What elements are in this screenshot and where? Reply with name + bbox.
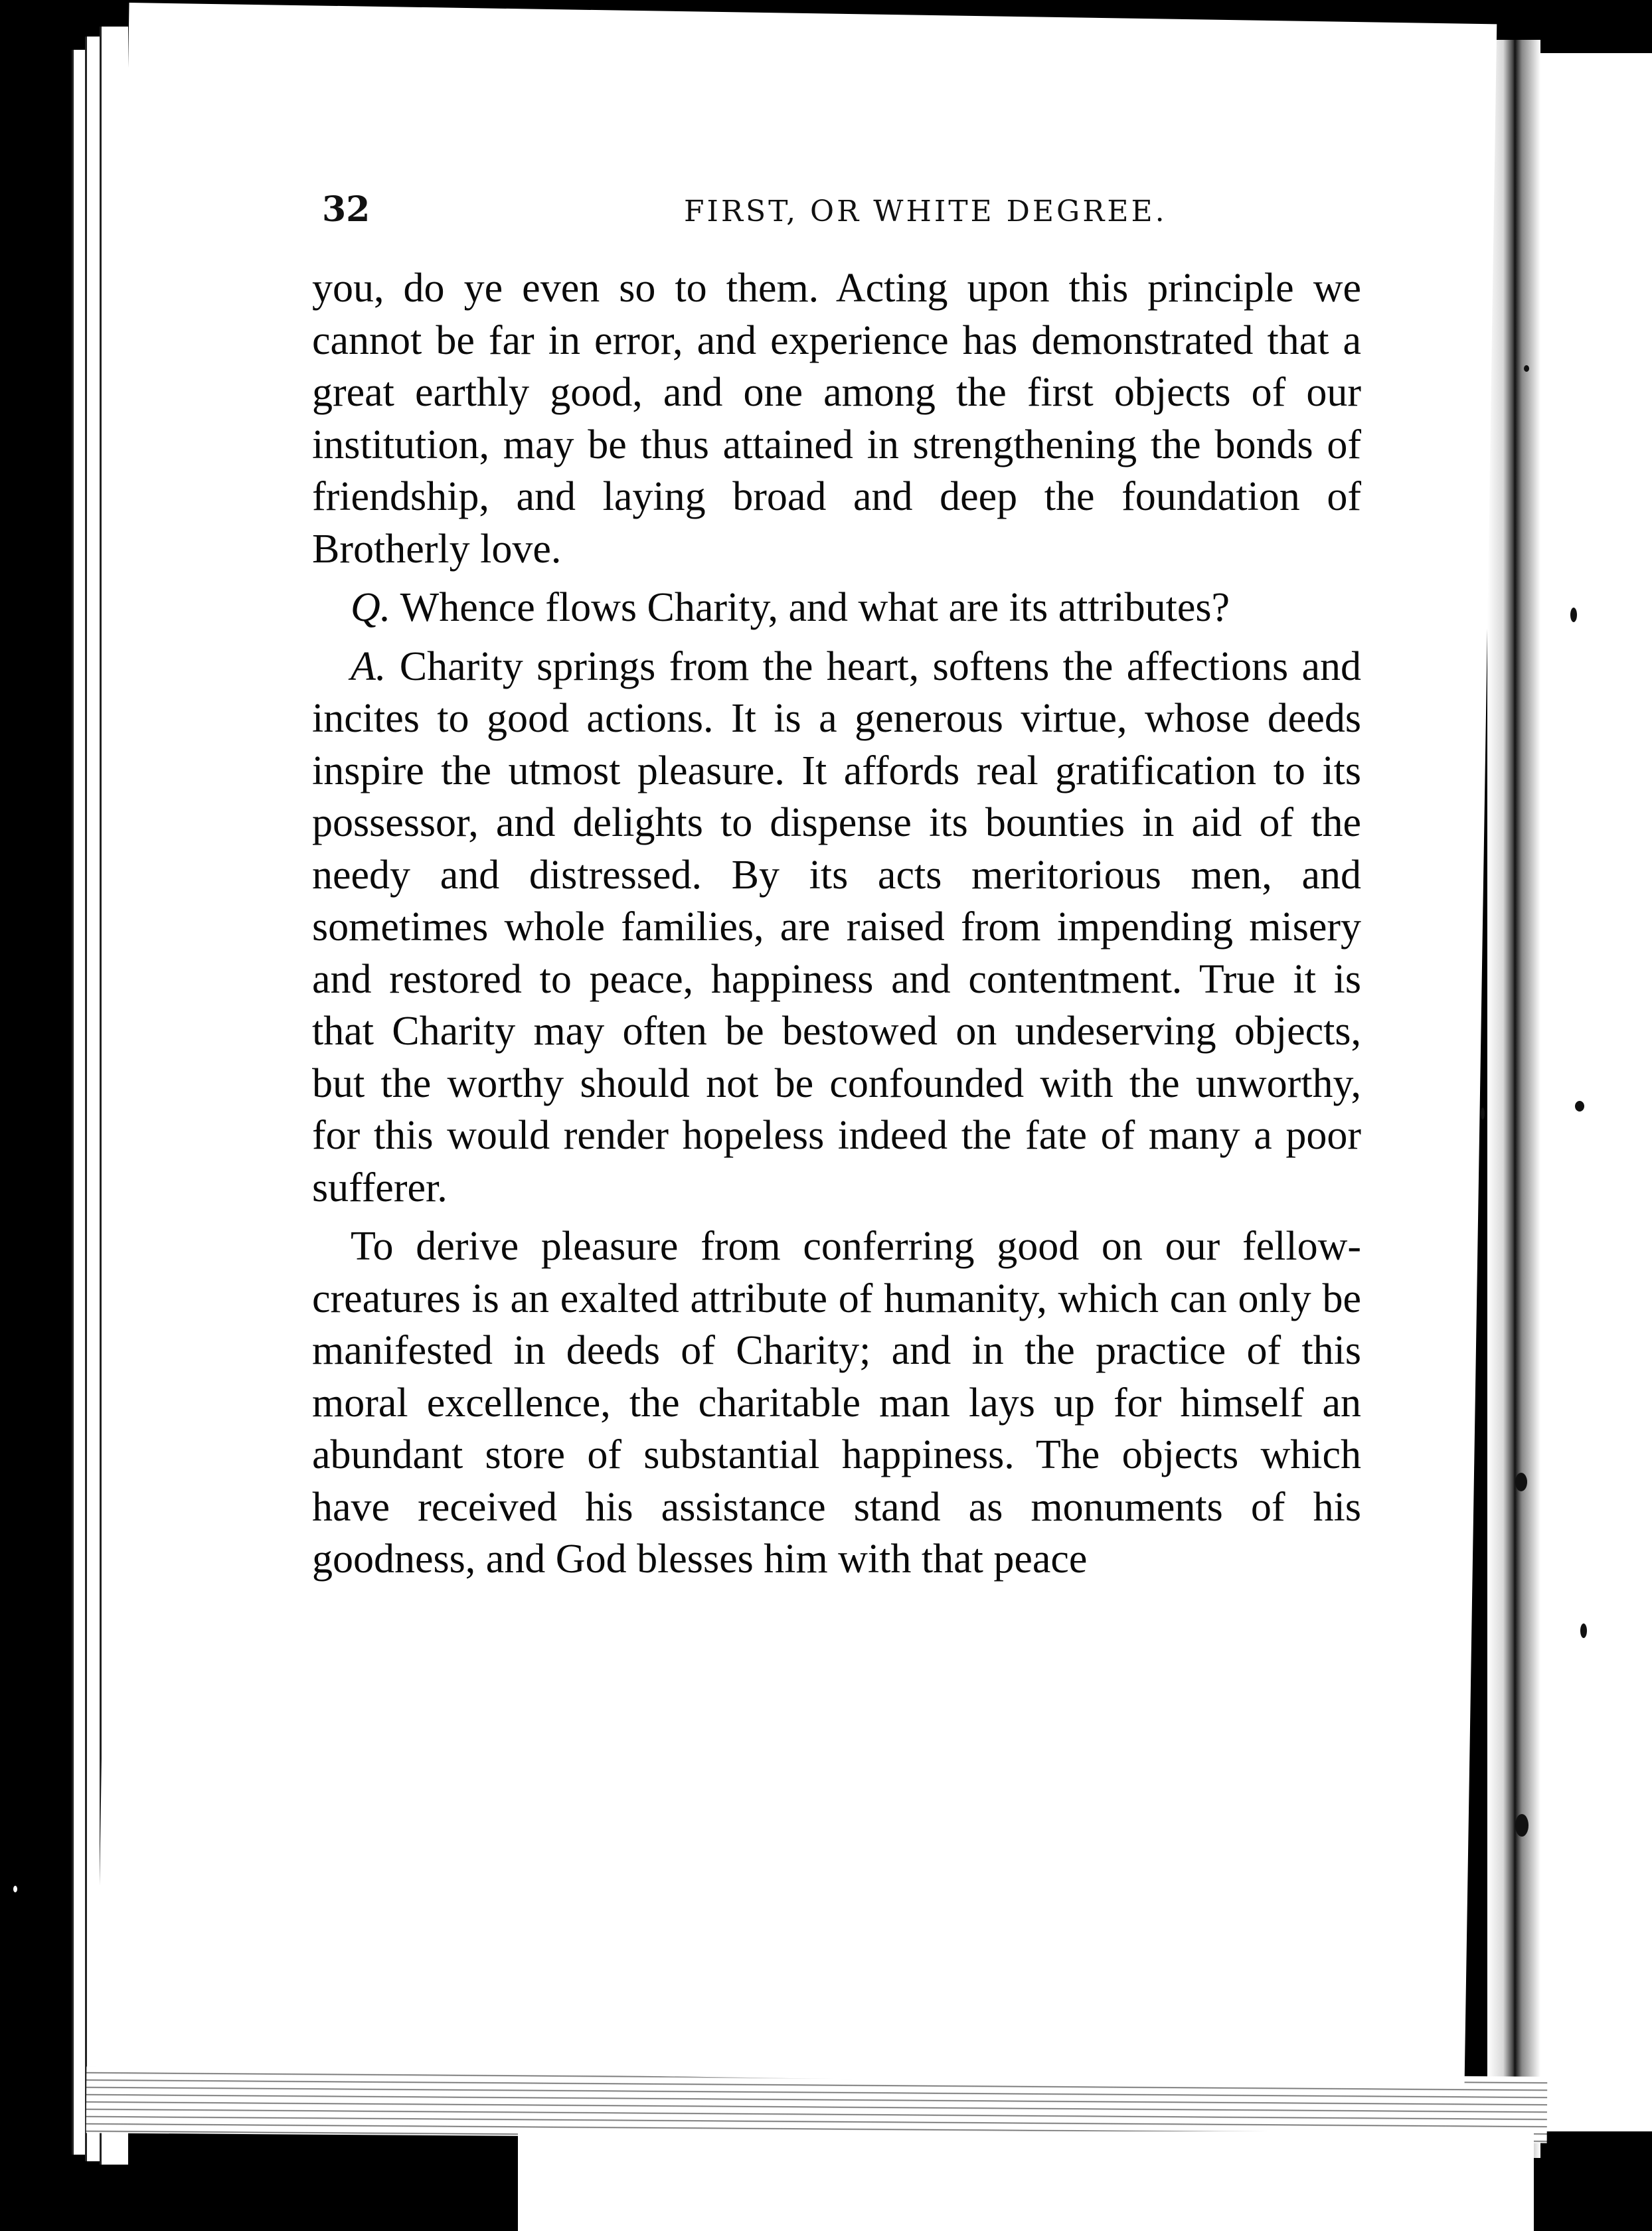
answer-paragraph: [312, 641, 1361, 1214]
question-paragraph: [312, 582, 1361, 634]
ink-speck: [1524, 365, 1529, 372]
page-body: [312, 262, 1361, 1592]
question-text: Whence flows Charity, and what are its attributes?: [400, 585, 1230, 630]
facing-page: [1534, 53, 1652, 2131]
answer-text: Charity springs from the heart, softens the affections and incites to good actions. It is a generous virtue, whose deeds inspire the utmost pleasure. It affords real gratification to its possessor, and delights to dispense its bounties in aid of the needy and distressed. By its acts meritorious men, and sometimes whole families, are raised from impending misery and restored to peace, happiness and contentment. True it is that Charity may often be bestowed on undeserving objects, but the worthy should not be confounded with the unworthy, for this would render hopeless indeed the fate of many a poor sufferer.: [312, 643, 1361, 1210]
ink-speck: [1570, 608, 1577, 622]
ink-speck: [1580, 1623, 1587, 1638]
book-spine: [1487, 40, 1540, 2158]
bottom-sheet: [518, 2131, 1534, 2231]
ink-speck: [1575, 1101, 1584, 1112]
ink-speck: [1515, 1814, 1528, 1837]
question-label: Q.: [351, 585, 391, 630]
paragraph-continued: you, do ye even so to them. Acting upon this principle we cannot be far in error, and experience has demonstrated that a great earthly good, and one among the first objects of our institution, may be thus attained in strengthening the bonds of friendship, and laying broad and deep the foundation of Brotherly love.: [312, 266, 1361, 572]
answer-label: A.: [351, 643, 386, 689]
ink-speck: [1481, 1108, 1485, 1119]
ink-speck: [1515, 1473, 1527, 1491]
running-head: FIRST, OR WHITE DEGREE.: [684, 195, 1167, 228]
page-header: [206, 176, 1414, 236]
page-number: 32: [322, 189, 371, 230]
ink-speck: [13, 1886, 17, 1892]
paragraph-charity: To derive pleasure from conferring good on our fellow-creatures is an exalted attribute of humanity, which can only be manifested in deeds of Charity; and in the practice of this moral excellence, the charitable man lays up for himself an abundant store of substantial happiness. The objects which have received his assistance stand as monuments of his goodness, and God blesses him with that peace: [312, 1224, 1361, 1582]
